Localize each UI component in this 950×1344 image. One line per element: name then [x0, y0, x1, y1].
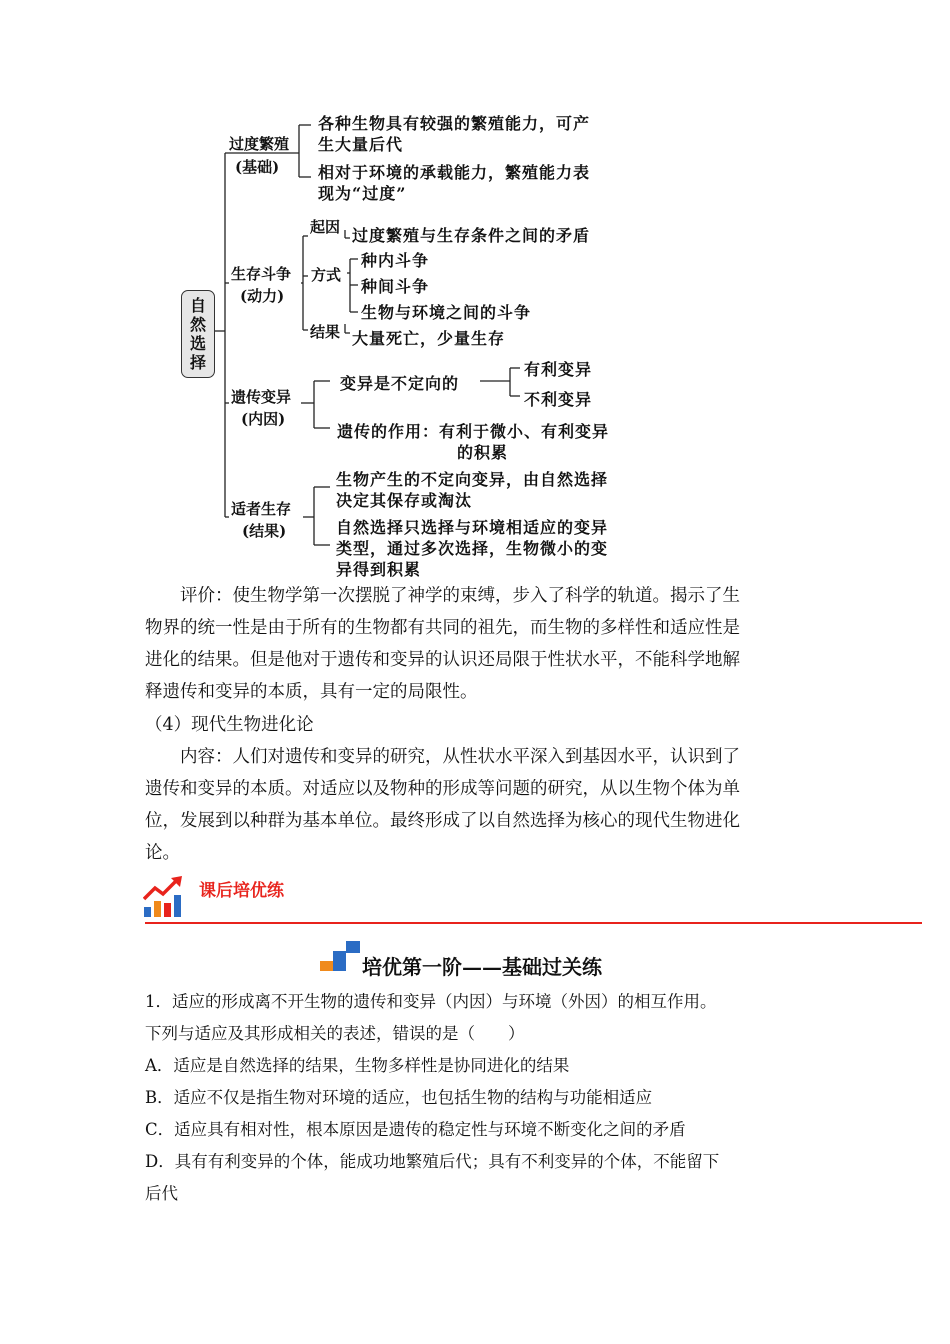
survival-sub: (结果): [242, 522, 287, 540]
modern-heading: （4）现代生物进化论: [145, 715, 314, 735]
overbreeding-item-2b: 现为“过度”: [318, 184, 407, 203]
struggle-result: 大量死亡，少量生存: [352, 329, 506, 348]
evaluation-line: 物界的统一性是由于所有的生物都有共同的祖先，而生物的多样性和适应性是: [145, 618, 740, 638]
variation-nondirectional: 变异是不定向的: [340, 374, 460, 393]
survival-item-2b: 类型，通过多次选择，生物微小的变: [336, 539, 609, 558]
struggle-cause: 过度繁殖与生存条件之间的矛盾: [352, 226, 591, 245]
overbreeding-item-2a: 相对于环境的承载能力，繁殖能力表: [318, 163, 591, 182]
evaluation-line: 进化的结果。但是他对于遗传和变异的认识还局限于性状水平，不能科学地解: [145, 650, 740, 670]
struggle-mode-3: 生物与环境之间的斗争: [361, 303, 532, 322]
variation-type-unfavorable: 不利变异: [524, 390, 593, 409]
modern-line: 论。: [145, 843, 180, 863]
modern-line: 内容：人们对遗传和变异的研究，从性状水平深入到基因水平，认识到了: [180, 747, 740, 767]
section-title: 课后培优练: [199, 881, 284, 901]
section-divider: [145, 922, 922, 924]
diagram-connectors: [0, 0, 950, 580]
stage-title: 培优第一阶——基础过关练: [362, 955, 602, 979]
variation-heredity-2: 的积累: [457, 443, 509, 462]
struggle-mode-label: 方式: [311, 266, 342, 284]
question-stem: 下列与适应及其形成相关的表述，错误的是（ ）: [145, 1024, 525, 1043]
struggle-mode-2: 种间斗争: [361, 277, 430, 296]
struggle-cause-label: 起因: [310, 218, 341, 236]
modern-line: 遗传和变异的本质。对适应以及物种的形成等问题的研究，从以生物个体为单: [145, 779, 740, 799]
question-stem: 1．适应的形成离不开生物的遗传和变异（内因）与环境（外因）的相互作用。: [145, 992, 717, 1011]
survival-item-1b: 决定其保存或淘汰: [336, 491, 473, 510]
modern-theory: [145, 709, 815, 869]
survival-item-1a: 生物产生的不定向变异，由自然选择: [336, 470, 609, 489]
overbreeding-item-1a: 各种生物具有较强的繁殖能力，可产: [318, 114, 591, 133]
survival-title: 适者生存: [231, 500, 292, 518]
question-1: [145, 986, 815, 1210]
growth-chart-icon: [143, 876, 187, 920]
struggle-sub: (动力): [240, 287, 285, 305]
modern-line: 位，发展到以种群为基本单位。最终形成了以自然选择为核心的现代生物进化: [145, 811, 740, 831]
evaluation-paragraph: [145, 580, 815, 708]
variation-sub: (内因): [241, 410, 286, 428]
struggle-title: 生存斗争: [231, 265, 292, 283]
evaluation-line: 释遗传和变异的本质，具有一定的局限性。: [145, 682, 478, 702]
overbreeding-sub: (基础): [235, 158, 280, 176]
option-a[interactable]: A．适应是自然选择的结果，生物多样性是协同进化的结果: [145, 1056, 570, 1075]
variation-heredity-1: 遗传的作用：有利于微小、有利变异: [337, 422, 610, 441]
option-b[interactable]: B．适应不仅是指生物对环境的适应，也包括生物的结构与功能相适应: [145, 1088, 653, 1107]
struggle-result-label: 结果: [310, 323, 341, 341]
stairs-icon: [320, 941, 362, 973]
overbreeding-title: 过度繁殖: [229, 135, 290, 153]
option-d-continued[interactable]: 后代: [145, 1184, 178, 1203]
option-d[interactable]: D．具有有利变异的个体，能成功地繁殖后代；具有不利变异的个体，不能留下: [145, 1152, 720, 1171]
survival-item-2c: 异得到积累: [336, 560, 422, 579]
option-c[interactable]: C．适应具有相对性，根本原因是遗传的稳定性与环境不断变化之间的矛盾: [145, 1120, 686, 1139]
variation-type-favorable: 有利变异: [524, 360, 593, 379]
struggle-mode-1: 种内斗争: [361, 251, 430, 270]
overbreeding-item-1b: 生大量后代: [318, 135, 404, 154]
root-node: 自然选择: [190, 296, 207, 372]
survival-item-2a: 自然选择只选择与环境相适应的变异: [336, 518, 609, 537]
variation-title: 遗传变异: [231, 388, 292, 406]
evaluation-line: 评价：使生物学第一次摆脱了神学的束缚，步入了科学的轨道。揭示了生: [180, 586, 740, 606]
